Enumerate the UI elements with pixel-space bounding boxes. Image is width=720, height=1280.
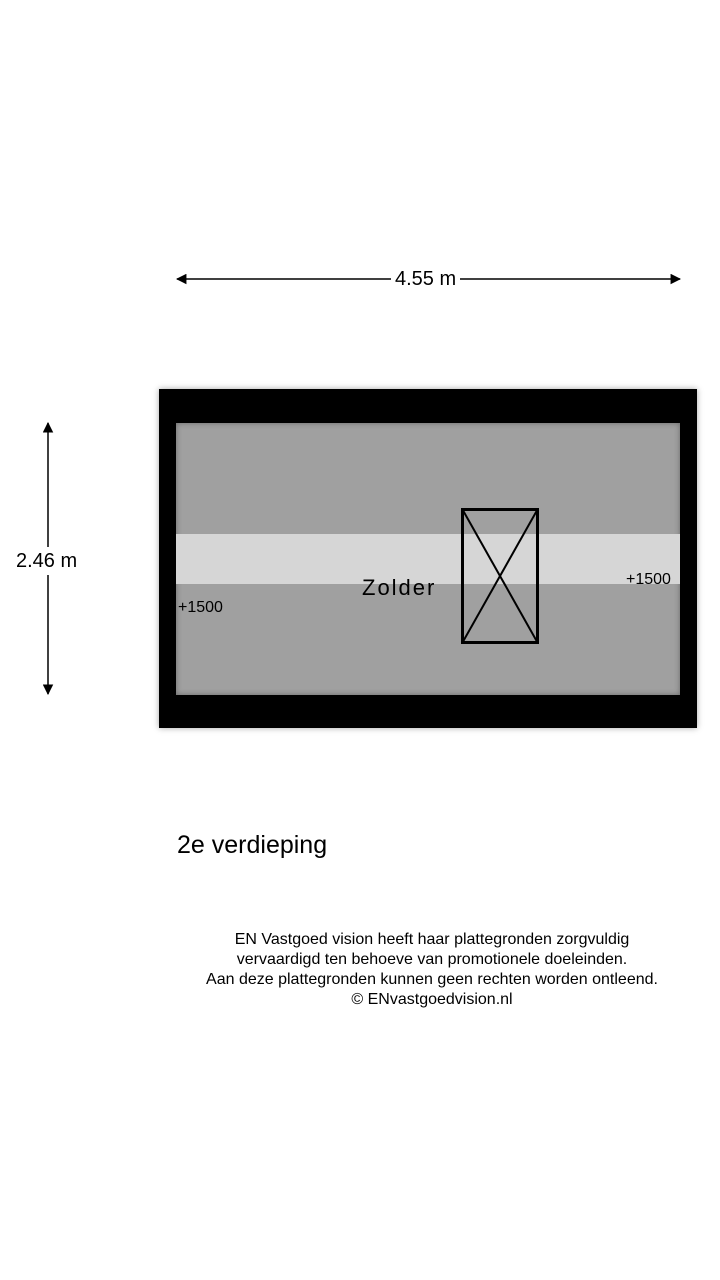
room-name: Zolder <box>362 575 437 600</box>
height-marker-right: +1500 <box>626 571 671 588</box>
disclaimer-line: EN Vastgoed vision heeft haar plattegronden zorgvuldig <box>234 931 630 948</box>
roof-hatch-icon <box>461 508 539 644</box>
height-dimension-label: 2.46 m <box>12 547 81 575</box>
height-marker-left: +1500 <box>178 599 223 616</box>
disclaimer-line: Aan deze plattegronden kunnen geen rechten worden ontleend. <box>206 971 658 988</box>
copyright-line: © ENvastgoedvision.nl <box>351 991 513 1008</box>
disclaimer-line: vervaardigd ten behoeve van promotionele doeleinden. <box>236 951 628 968</box>
floor-plan <box>159 389 697 728</box>
disclaimer <box>150 930 714 1010</box>
room-zolder <box>176 423 680 695</box>
width-dimension-label: 4.55 m <box>391 267 460 291</box>
floor-title: 2e verdieping <box>177 831 328 859</box>
